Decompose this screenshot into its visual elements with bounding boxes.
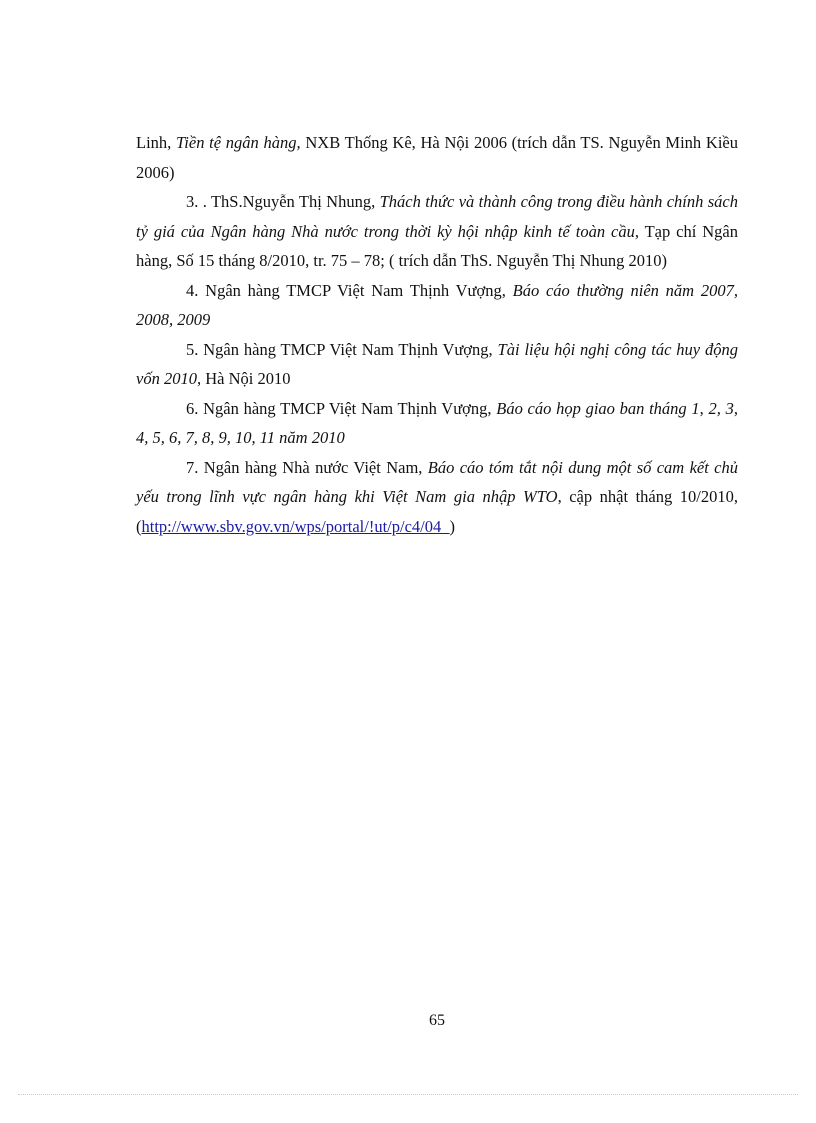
reference-text: 7. Ngân hàng Nhà nước Việt Nam,	[186, 457, 428, 477]
reference-text: NXB Thống Kê, Hà Nội 2006 (trích dẫn TS. Nguyễn Minh Kiều 2006)	[136, 133, 738, 182]
reference-text: )	[449, 516, 455, 536]
reference-text: 3. . ThS.Nguyễn Thị Nhung,	[186, 192, 380, 211]
reference-url-link[interactable]: http://www.sbv.gov.vn/wps/portal/!ut/p/c4/04_	[141, 516, 450, 536]
page-number: 65	[429, 1012, 445, 1029]
reference-item	[136, 187, 738, 276]
reference-item	[136, 128, 738, 187]
reference-text: , Hà Nội 2010	[196, 369, 291, 388]
reference-title: Báo cáo họp giao ban tháng 1, 2, 3, 4, 5, 6, 7, 8, 9, 10, 11 năm 2010	[136, 398, 738, 447]
reference-text: 6. Ngân hàng TMCP Việt Nam Thịnh Vượng,	[186, 398, 497, 418]
reference-item	[136, 335, 738, 394]
reference-item	[136, 276, 738, 335]
reference-item	[136, 453, 738, 542]
reference-title: Báo cáo thường niên năm 2007, 2008, 2009	[136, 280, 738, 329]
reference-title: Báo cáo tóm tắt nội dung một số cam kết chủ yếu trong lĩnh vực ngân hàng khi Việt Nam gia nhập WTO	[136, 457, 738, 506]
page-bottom-divider	[18, 1094, 798, 1095]
reference-list	[136, 128, 738, 541]
reference-text: , cập nhật tháng 10/2010, (	[136, 487, 739, 536]
reference-text: 4. Ngân hàng TMCP Việt Nam Thịnh Vượng,	[186, 280, 513, 300]
reference-title: Tài liệu hội nghị công tác huy động vốn 2010	[136, 339, 738, 388]
reference-item	[136, 394, 738, 453]
reference-title: Thách thức và thành công trong điều hành chính sách tỷ giá của Ngân hàng Nhà nước trong thời kỳ hội nhập kinh tế toàn cầu	[136, 192, 738, 241]
reference-text: , Tạp chí Ngân hàng, Số 15 tháng 8/2010, tr. 75 – 78; ( trích dẫn ThS. Nguyễn Thị Nhung 2010)	[136, 221, 738, 270]
reference-title: Tiền tệ ngân hàng,	[176, 133, 301, 152]
reference-text: Linh,	[136, 133, 177, 152]
reference-text: 5. Ngân hàng TMCP Việt Nam Thịnh Vượng,	[186, 339, 498, 359]
